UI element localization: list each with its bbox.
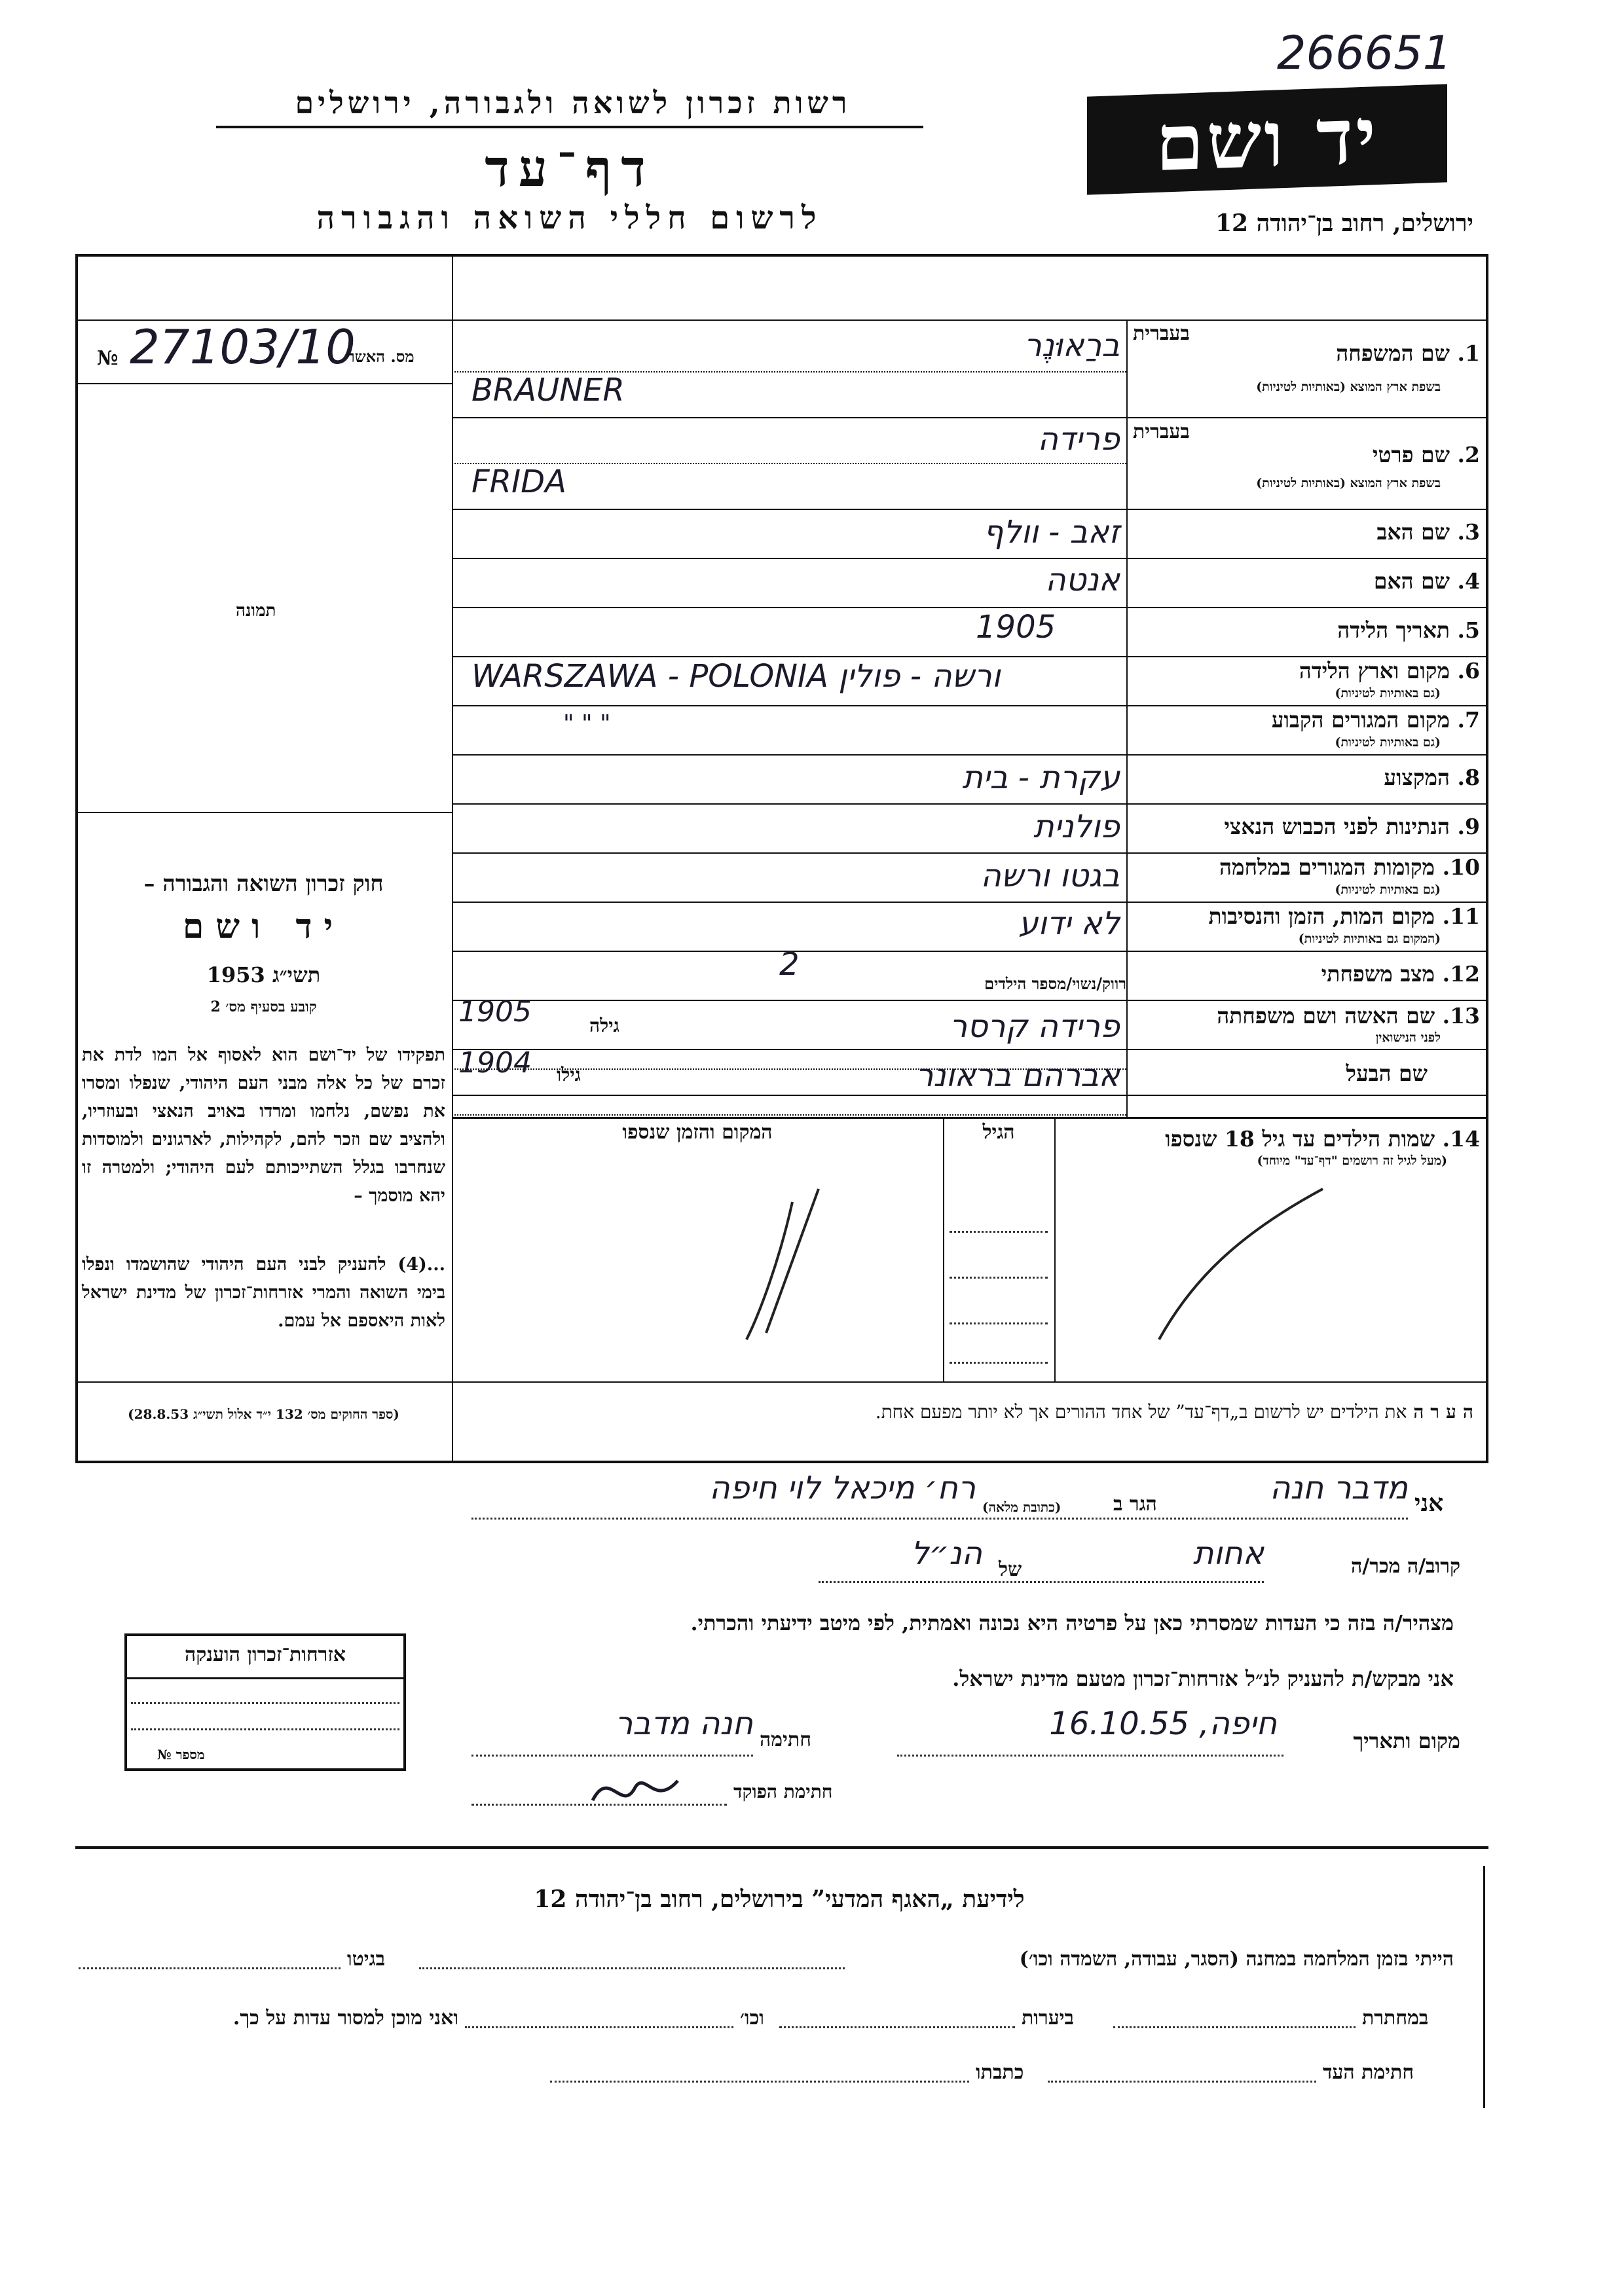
father-name: זאב - וולף [983, 514, 1120, 551]
row-divider [452, 754, 1488, 756]
signature-label: חתימה [760, 1728, 811, 1751]
permanent-residence: " " " [563, 710, 611, 737]
field-1-tag: בעברית [1133, 322, 1190, 345]
field-13-sublabel: לפני הנישואין [1375, 1030, 1441, 1045]
dotted-line [471, 1755, 753, 1757]
field-12-label [1133, 961, 1480, 987]
field-label-text: מקומות המגורים במלחמה [1219, 854, 1435, 880]
footer-line1-label: הייתי בזמן המלחמה במחנה (הסגר, עבודה, השמדה וכו׳) [1019, 1948, 1454, 1971]
field-number: 13. [1442, 1003, 1480, 1029]
row-divider [452, 951, 1488, 952]
field-1-sublabel: בשפת ארץ המוצא (באותיות לטיניות) [1256, 380, 1441, 394]
field-number: 3. [1457, 519, 1480, 545]
field-label-text: שם האב [1376, 519, 1450, 545]
family-name-hebrew: ברַאוּנֶר [1024, 327, 1120, 364]
dotted-line [131, 1702, 399, 1704]
family-name-latin: BRAUNER [471, 372, 625, 409]
husband-name: אברהם בראונר [915, 1057, 1120, 1094]
form-title: דף־עד [485, 139, 655, 198]
note-row [458, 1401, 1480, 1423]
dotted-line [550, 2081, 969, 2083]
row-divider [452, 656, 1488, 657]
field-label-text: מקום המות, הזמן והנסיבות [1208, 903, 1435, 929]
field-5-label [1133, 617, 1480, 644]
footer-right-edge [1483, 1866, 1485, 2108]
field-2-label [1133, 442, 1480, 468]
wartime-residence: בגטו ורשה [980, 858, 1120, 894]
children-cross-out-marks [452, 1117, 1488, 1381]
residence-address: רח׳ מיכאל לוי חיפה [709, 1470, 976, 1506]
place-date-label: מקום ותאריך [1353, 1728, 1460, 1753]
law-clause: קובע בסעיף מס׳ 2 [210, 998, 317, 1015]
org-underline [216, 126, 923, 128]
dotted-line [465, 2026, 733, 2028]
statement-2: אני מבקש/ת להעניק לנ״ל אזרחות־זכרון מטעם מדינת ישראל. [952, 1666, 1454, 1691]
field-number: 7. [1457, 707, 1480, 733]
field-label-text: תאריך הלידה [1337, 617, 1450, 643]
declarant-label: אני [1414, 1489, 1444, 1517]
field-6-sublabel: (גם באותיות לטיניות) [1335, 686, 1441, 701]
citizenship-number-label: מספר № [157, 1747, 205, 1762]
footer-witness-signature-label: חתימת העד [1323, 2061, 1414, 2084]
field-number: 2. [1457, 442, 1480, 467]
field-number: 14. [1442, 1126, 1480, 1152]
husband-label: שם הבעל [1346, 1061, 1428, 1086]
marital-status-prefix: רווק/נשוי/מספר הילדים [984, 974, 1126, 993]
field-number: 6. [1457, 658, 1480, 683]
field-number: 1. [1457, 340, 1480, 366]
statement-1: מצהיר/ה בזה כי העדות שמסרתי כאן על פרטיה היא נכונה ואמתית, לפי מיטב ידיעתי והכרתי. [690, 1611, 1454, 1635]
footer-etc-label: וכו׳ [740, 2007, 764, 2030]
field-number: 12. [1442, 961, 1480, 987]
law-source: (ספר החוקים מס׳ 132 י״ד אלול תשי״ג 28.8.53) [128, 1406, 399, 1422]
officer-signature-mark [583, 1761, 688, 1820]
birth-date: 1905 [976, 609, 1056, 646]
field-2-tag: בעברית [1133, 420, 1190, 443]
of-label: של [999, 1558, 1022, 1581]
field-10-sublabel: (גם באותיות לטיניות) [1335, 883, 1441, 897]
relationship-label: קרוב/ה מכר/ה [1351, 1555, 1460, 1578]
label-column-divider [1126, 319, 1128, 1117]
occupation: עקרת - בית [962, 759, 1120, 796]
row-divider [452, 509, 1488, 510]
law-text-2: ...(4) להעניק לבני העם היהודי שהושמדו ונפלו בימי השואה והמרי אזרחות־זכרון של מדינת ישראל לאות היאספם אל עמם. [82, 1254, 445, 1331]
field-10-label [1133, 854, 1480, 881]
place-date-value: חיפה, 16.10.55 [1049, 1705, 1277, 1742]
dotted-line [471, 1518, 1408, 1520]
org-line: רשות זכרון לשואה ולגבורה, ירושלים [295, 85, 851, 120]
photo-label: תמונה [236, 601, 276, 621]
field-7-sublabel: (גם באותיות לטיניות) [1335, 735, 1441, 750]
law-name: יד ושם [182, 907, 345, 947]
field-6-label [1133, 658, 1480, 684]
dotted-line [419, 1967, 845, 1969]
dotted-line [1048, 2081, 1316, 2083]
field-11-sublabel: (המקום גם באותיות לטיניות) [1298, 932, 1441, 946]
law-text-1: תפקידו של יד־ושם הוא לאסוף אל המו לדת את זכרם של כל אלה מבני העם היהודי, שנפלו ומסרו את נפשם, נלחמו ומרדו באויב הנאצי ובעוזריו, ולהציב שם וזכר להם, לקהילות, לארגונים ולמוסדות שנחרבו בגלל השתייכותם לעם היהודי; ולמטרה זו יהא מוסמך – [82, 1045, 445, 1206]
field-number: 10. [1442, 854, 1480, 880]
serial-label: מס. האשר [347, 347, 415, 366]
note-text: את הילדים יש לרשום ב„דף־עד” של אחד ההורים אך לא יותר מפעם אחת. [875, 1401, 1407, 1423]
signature-value: חנה מדבר [615, 1705, 753, 1742]
field-2-sublabel: בשפת ארץ המוצא (באותיות לטיניות) [1256, 476, 1441, 490]
address: ירושלים, רחוב בן־יהודה 12 [1215, 210, 1473, 237]
field-label-text: מקום וארץ הלידה [1299, 658, 1450, 683]
row-divider [452, 1000, 1488, 1001]
children-place-header: המקום והזמן שנספו [622, 1121, 773, 1144]
field-label-text: הנתינות לפני הכבוש הנאצי [1224, 814, 1450, 839]
dotted-line [897, 1755, 1283, 1757]
declarant-name: מדבר חנה [1270, 1470, 1408, 1506]
birth-place: WARSZAWA - POLONIA ורשה - פולין [471, 658, 1001, 695]
serial-prefix: № [97, 347, 119, 370]
field-8-label [1133, 765, 1480, 791]
field-label-text: שם האם [1373, 568, 1450, 594]
dotted-line [131, 1728, 399, 1730]
note-label: הערה [1413, 1401, 1480, 1423]
document-number: 266651 [1277, 26, 1452, 80]
children-count: 2 [779, 946, 800, 983]
field-label-text: מקום המגורים הקבוע [1271, 707, 1450, 733]
row-divider [452, 1049, 1488, 1050]
place-of-death: לא ידוע [1018, 905, 1120, 942]
wife-age: 1905 [458, 995, 532, 1029]
row-divider [452, 902, 1488, 903]
nationality: פולנית [1033, 809, 1120, 845]
field-label-text: שם פרטי [1372, 442, 1450, 467]
children-sublabel: (מעל לגיל זה רושמים "דף־עד" מיוחד) [1257, 1154, 1447, 1168]
officer-signature-label: חתימת הפוקד [733, 1781, 833, 1802]
field-label-text: שם המשפחה [1336, 340, 1450, 366]
row-divider [452, 607, 1488, 608]
row-divider [452, 852, 1488, 854]
relationship-value: אחות [1192, 1535, 1264, 1572]
row-divider [452, 803, 1488, 805]
footer-testimony-text: ואני מוכן למסור עדות על כך. [232, 2007, 458, 2030]
footer-ghetto-label: בגיטו [347, 1948, 386, 1971]
row-divider [452, 1114, 1126, 1116]
law-year: תשי״ג 1953 [206, 962, 321, 987]
form-bottom-line [75, 1846, 1488, 1849]
yad-vashem-logo: יד ושם [1087, 84, 1447, 194]
wife-age-label: גילה [589, 1015, 619, 1036]
citizenship-title: אזרחות־זכרון הוענקה [184, 1643, 346, 1666]
field-7-label [1133, 707, 1480, 733]
field-label-text: שמות הילדים עד גיל 18 שנספו [1165, 1126, 1435, 1152]
dotted-line [819, 1581, 1264, 1583]
footer-title: לידיעת „האגף המדעי” בירושלים, רחוב בן־יהודה 12 [534, 1886, 1025, 1913]
row-divider [452, 705, 1488, 706]
field-3-label [1133, 519, 1480, 545]
row-divider [452, 417, 1488, 418]
field-label-text: המקצוע [1384, 765, 1450, 790]
husband-age: 1904 [458, 1046, 532, 1080]
children-age-header: הגיל [982, 1121, 1015, 1144]
photo-box-bottom [75, 812, 452, 813]
field-number: 9. [1457, 814, 1480, 839]
serial-number: 27103/10 [130, 319, 356, 374]
field-number: 5. [1457, 617, 1480, 643]
row-divider [452, 1095, 1488, 1096]
of-value: הנ״ל [911, 1535, 982, 1572]
law-bottom-line [75, 1381, 452, 1383]
footer-underground-label: במחתרת [1362, 2007, 1429, 2030]
mother-name: אנטה [1045, 562, 1120, 598]
note-top-line [452, 1381, 1488, 1383]
field-4-label [1133, 568, 1480, 594]
form-subtitle: לרשום חללי השואה והגבורה [316, 200, 823, 236]
law-title: חוק זכרון השואה והגבורה – [143, 871, 384, 897]
husband-age-label: גילו [557, 1064, 581, 1085]
footer-address-label: כתבתו [976, 2061, 1024, 2084]
field-number: 11. [1442, 903, 1480, 929]
wife-name: פרידה קרסר [949, 1008, 1120, 1045]
field-label-text: מצב משפחתי [1321, 961, 1435, 987]
footer-forests-label: ביערות [1022, 2007, 1075, 2030]
field-number: 4. [1457, 568, 1480, 594]
dotted-line [79, 1967, 341, 1969]
residence-label: הגר ב [1113, 1493, 1157, 1516]
dotted-line [1113, 2026, 1356, 2028]
residence-sublabel: (כתובת מלאה) [982, 1499, 1061, 1515]
field-13-label [1133, 1003, 1480, 1029]
row-divider [452, 558, 1488, 559]
dotted-line [779, 2026, 1015, 2028]
field-number: 8. [1457, 765, 1480, 790]
field-11-label [1133, 903, 1480, 930]
field-label-text: שם האשה ושם משפחתה [1217, 1003, 1435, 1029]
citizenship-title-line [124, 1677, 406, 1679]
first-name-latin: FRIDA [471, 464, 566, 500]
first-name-hebrew: פרידה [1037, 421, 1120, 458]
serial-line [75, 383, 452, 384]
field-9-label [1133, 814, 1480, 840]
number-label-text: מספר [175, 1747, 205, 1762]
